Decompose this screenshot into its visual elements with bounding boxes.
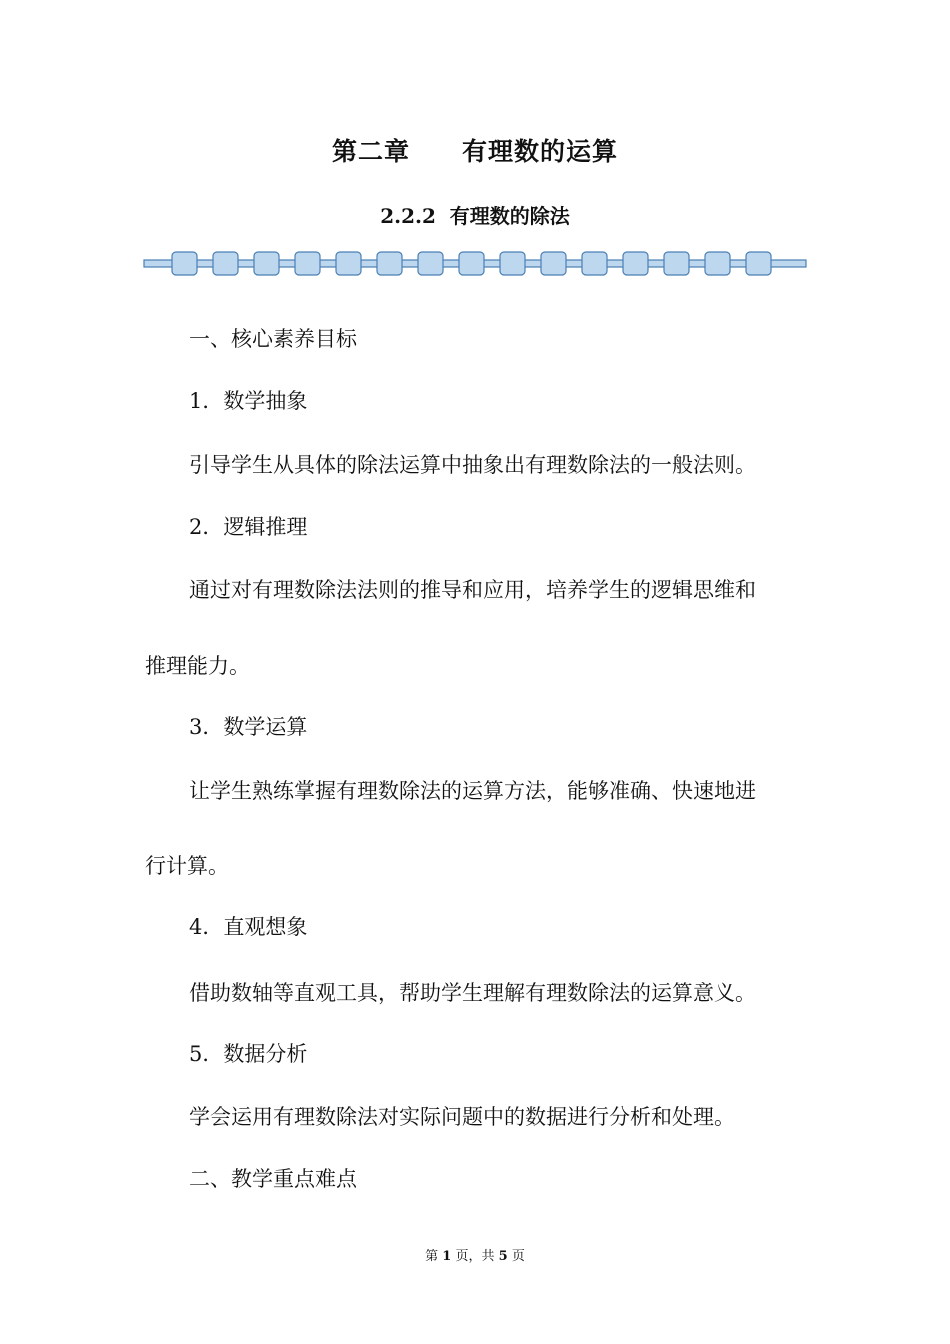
divider-bead	[500, 252, 525, 275]
divider-bead	[582, 252, 607, 275]
footer-middle: 页，共	[455, 1249, 495, 1264]
divider-bead	[377, 252, 402, 275]
divider-bead	[254, 252, 279, 275]
footer-page-current: 1	[442, 1249, 452, 1264]
divider-bead	[541, 252, 566, 275]
subheading-math-operation: 3．数学运算	[189, 715, 308, 739]
divider-bead	[623, 252, 648, 275]
paragraph-operation-line1: 让学生熟练掌握有理数除法的运算方法，能够准确、快速地进	[189, 779, 756, 803]
page-footer	[0, 1245, 950, 1264]
paragraph-abstraction: 引导学生从具体的除法运算中抽象出有理数除法的一般法则。	[189, 453, 756, 477]
paragraph-reasoning-line1: 通过对有理数除法法则的推导和应用，培养学生的逻辑思维和	[189, 578, 756, 602]
decorative-bead-divider	[143, 250, 808, 278]
paragraph-data: 学会运用有理数除法对实际问题中的数据进行分析和处理。	[189, 1105, 735, 1129]
paragraph-reasoning-line2: 推理能力。	[145, 654, 250, 678]
subheading-math-abstraction: 1．数学抽象	[189, 389, 308, 413]
heading-core-goals: 一、核心素养目标	[189, 327, 357, 351]
divider-bead	[172, 252, 197, 275]
divider-bead	[418, 252, 443, 275]
divider-bead	[746, 252, 771, 275]
footer-prefix: 第	[425, 1249, 439, 1264]
footer-page-total: 5	[498, 1249, 508, 1264]
section-title: 2.2.2 有理数的除法	[380, 204, 570, 228]
divider-bead	[459, 252, 484, 275]
divider-bead	[664, 252, 689, 275]
divider-bead	[213, 252, 238, 275]
heading-key-difficult-points: 二、教学重点难点	[189, 1167, 357, 1191]
paragraph-operation-line2: 行计算。	[145, 854, 229, 878]
subheading-logical-reasoning: 2．逻辑推理	[189, 515, 308, 539]
divider-bead	[295, 252, 320, 275]
divider-bead	[705, 252, 730, 275]
divider-bead	[336, 252, 361, 275]
footer-suffix: 页	[511, 1249, 525, 1264]
subheading-visual-imagination: 4．直观想象	[189, 915, 308, 939]
subheading-data-analysis: 5．数据分析	[189, 1042, 308, 1066]
chapter-title: 第二章 有理数的运算	[331, 137, 618, 166]
paragraph-visual: 借助数轴等直观工具，帮助学生理解有理数除法的运算意义。	[189, 981, 756, 1005]
